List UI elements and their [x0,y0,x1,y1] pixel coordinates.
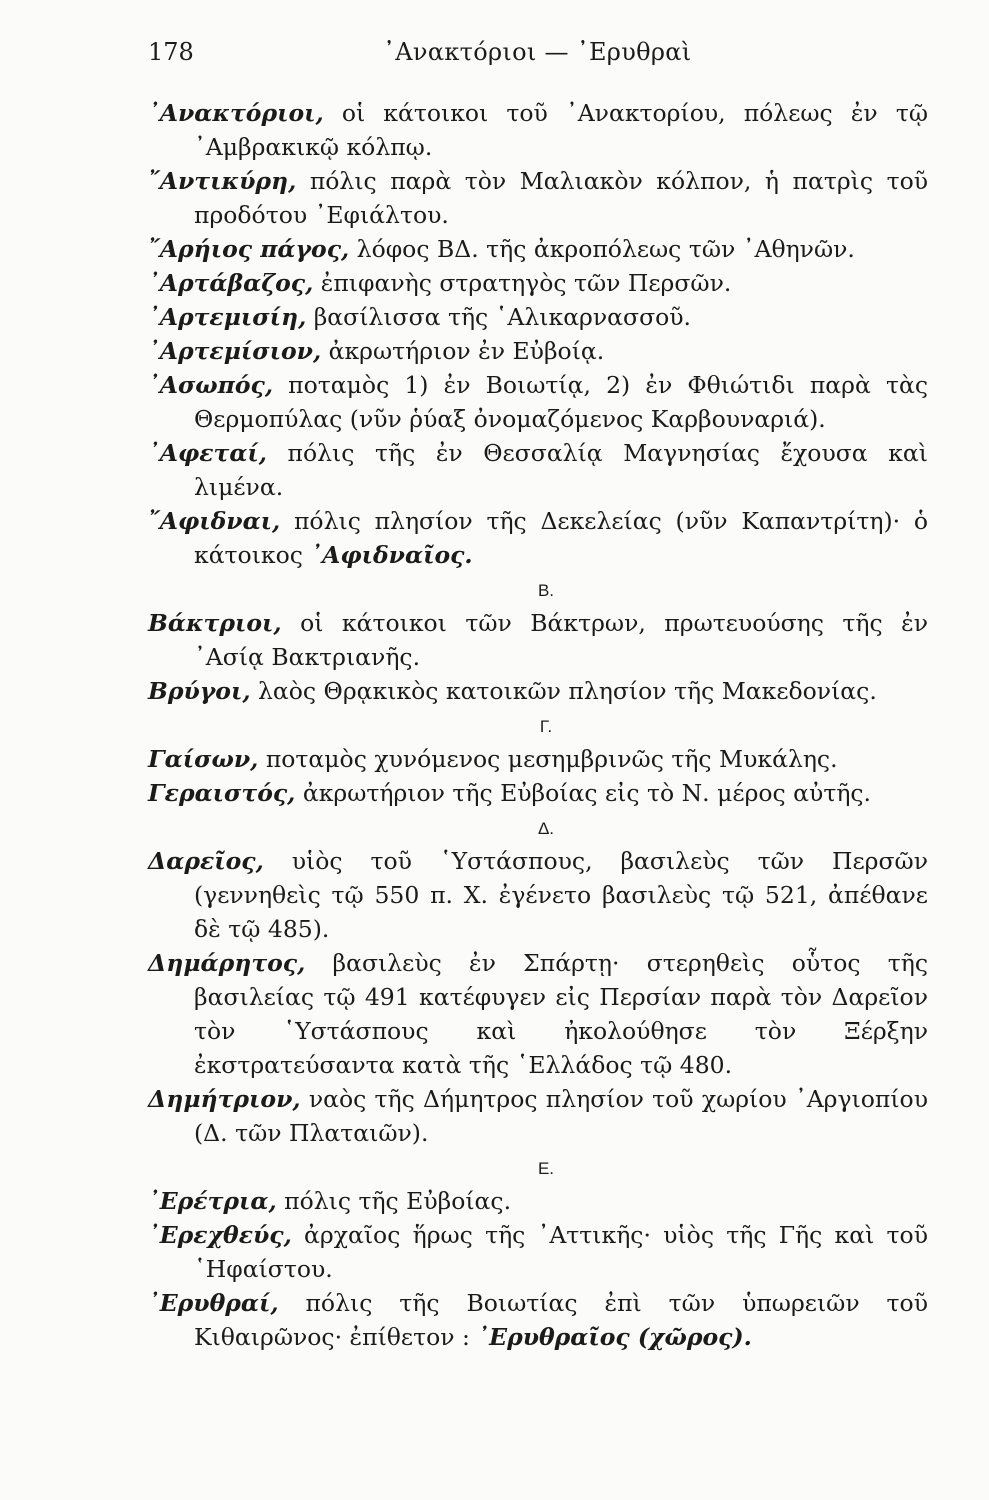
entry-definition: λαὸς Θρᾳκικὸς κατοικῶν πλησίον τῆς Μακεδονίας. [250,677,877,705]
entry-definition: βασίλισσα τῆς ῾Αλικαρνασσοῦ. [306,303,692,331]
glossary-entry [148,504,928,572]
glossary-entry [148,368,928,436]
running-head: ᾿Ανακτόριοι — ᾿Ερυθραὶ [383,38,692,66]
entry-lemma: ᾿Αρτεμισίη, [148,303,307,331]
entry-lemma: ᾿Αφεταί, [148,439,267,467]
entry-lemma: ᾿Ερέτρια, [148,1187,277,1215]
entry-lemma: ῎Αφιδναι, [148,507,281,535]
glossary-entry [148,606,928,674]
glossary-entry [148,946,928,1082]
entry-definition: ποταμὸς χυνόμενος μεσημβρινῶς τῆς Μυκάλης. [258,745,838,773]
entry-definition: οἱ κάτοικοι τοῦ ᾿Ανακτορίου, πόλεως ἐν τῷ ᾿Αμβρακικῷ κόλπῳ. [194,99,928,161]
entry-lemma: ᾿Ανακτόριοι, [148,99,324,127]
entry-definition: λόφος ΒΔ. τῆς ἀκροπόλεως τῶν ᾿Αθηνῶν. [349,235,855,263]
entry-lemma: ᾿Αρτάβαζος, [148,269,314,297]
entry-definition: πόλις τῆς ἐν Θεσσαλίᾳ Μαγνησίας ἔχουσα καὶ λιμένα. [194,439,928,501]
section-letter: Δ. [537,819,555,838]
entry-definition: ἀκρωτήριον τῆς Εὐβοίας εἰς τὸ Ν. μέρος αὐτῆς. [295,779,872,807]
entry-derived-term: ᾿Αφιδναῖος. [310,541,473,569]
page-header [148,38,788,72]
entry-definition: ἀρχαῖος ἥρως τῆς ᾿Αττικῆς· υἱὸς τῆς Γῆς καὶ τοῦ ῾Ηφαίστου. [194,1221,928,1283]
glossary-entry [148,96,928,164]
entry-lemma: Βρύγοι, [148,677,251,705]
glossary-entry [148,776,928,810]
entry-definition: οἱ κάτοικοι τῶν Βάκτρων, πρωτευούσης τῆς ἐν ᾿Ασίᾳ Βακτριανῆς. [194,609,928,671]
entry-lemma: ᾿Ασωπός, [148,371,274,399]
glossary-entry [148,844,928,946]
glossary-entry [148,266,928,300]
section-letter: Γ. [539,717,553,736]
glossary-entry [148,164,928,232]
entry-derived-term: ᾿Ερυθραῖος (χῶρος). [477,1323,752,1351]
entry-lemma: Γεραιστός, [148,779,296,807]
entry-lemma: ᾿Ερεχθεύς, [148,1221,292,1249]
glossary-entry [148,334,928,368]
entry-lemma: ῎Αρήιος πάγος, [148,235,350,263]
entry-lemma: Δημάρητος, [148,949,306,977]
entry-lemma: ᾿Αρτεμίσιον, [148,337,322,365]
glossary-entry [148,436,928,504]
glossary-entry [148,232,928,266]
entry-lemma: ᾿Ερυθραί, [148,1289,279,1317]
entry-definition: υἱὸς τοῦ ῾Υστάσπους, βασιλεὺς τῶν Περσῶν (γεννηθεὶς τῷ 550 π. Χ. ἐγένετο βασιλεὺς τῷ 521, ἀπέθανε δὲ τῷ 485). [194,847,928,943]
glossary-entry [148,1082,928,1150]
entry-definition: βασιλεὺς ἐν Σπάρτῃ· στερηθεὶς οὗτος τῆς βασιλείας τῷ 491 κατέφυγεν εἰς Περσίαν παρὰ τὸν Δαρεῖον τὸν ῾Υστάσπους καὶ ἠκολούθησε τὸν Ξέρξην ἐκστρατεύσαντα κατὰ τῆς ῾Ελλάδος τῷ 480. [194,949,928,1079]
entry-lemma: Γαίσων, [148,745,259,773]
glossary-entry [148,300,928,334]
entry-lemma: Δαρεῖος, [148,847,264,875]
entry-definition: πόλις παρὰ τὸν Μαλιακὸν κόλπον, ἡ πατρὶς τοῦ προδότου ᾿Εφιάλτου. [194,167,928,229]
glossary-entry [148,1184,928,1218]
section-letter: Β. [537,581,555,600]
entry-definition: ἐπιφανὴς στρατηγὸς τῶν Περσῶν. [313,269,732,297]
glossary-entry [148,674,928,708]
entry-definition: πόλις πλησίον τῆς Δεκελείας (νῦν Καπαντρίτη)· ὁ κάτοικος [194,507,928,569]
glossary-content [148,96,928,1354]
entry-definition: ναὸς τῆς Δήμητρος πλησίον τοῦ χωρίου ᾿Αργιοπίου (Δ. τῶν Πλαταιῶν). [194,1085,928,1147]
entry-lemma: ῎Αντικύρη, [148,167,297,195]
glossary-entry [148,1286,928,1354]
entry-lemma: Δημήτριον, [148,1085,301,1113]
entry-definition: ποταμὸς 1) ἐν Βοιωτίᾳ, 2) ἐν Φθιώτιδι παρὰ τὰς Θερμοπύλας (νῦν ῥύαξ ὀνομαζόμενος Καρβουναριά). [194,371,928,433]
page-number: 178 [148,38,194,66]
entry-definition: ἀκρωτήριον ἐν Εὐβοίᾳ. [321,337,605,365]
entry-lemma: Βάκτριοι, [148,609,282,637]
section-letter: Ε. [537,1159,555,1178]
entry-definition: πόλις τῆς Εὐβοίας. [276,1187,512,1215]
glossary-entry [148,742,928,776]
entry-definition: πόλις τῆς Βοιωτίας ἐπὶ τῶν ὑπωρειῶν τοῦ Κιθαιρῶνος· ἐπίθετον : [194,1289,928,1351]
glossary-entry [148,1218,928,1286]
